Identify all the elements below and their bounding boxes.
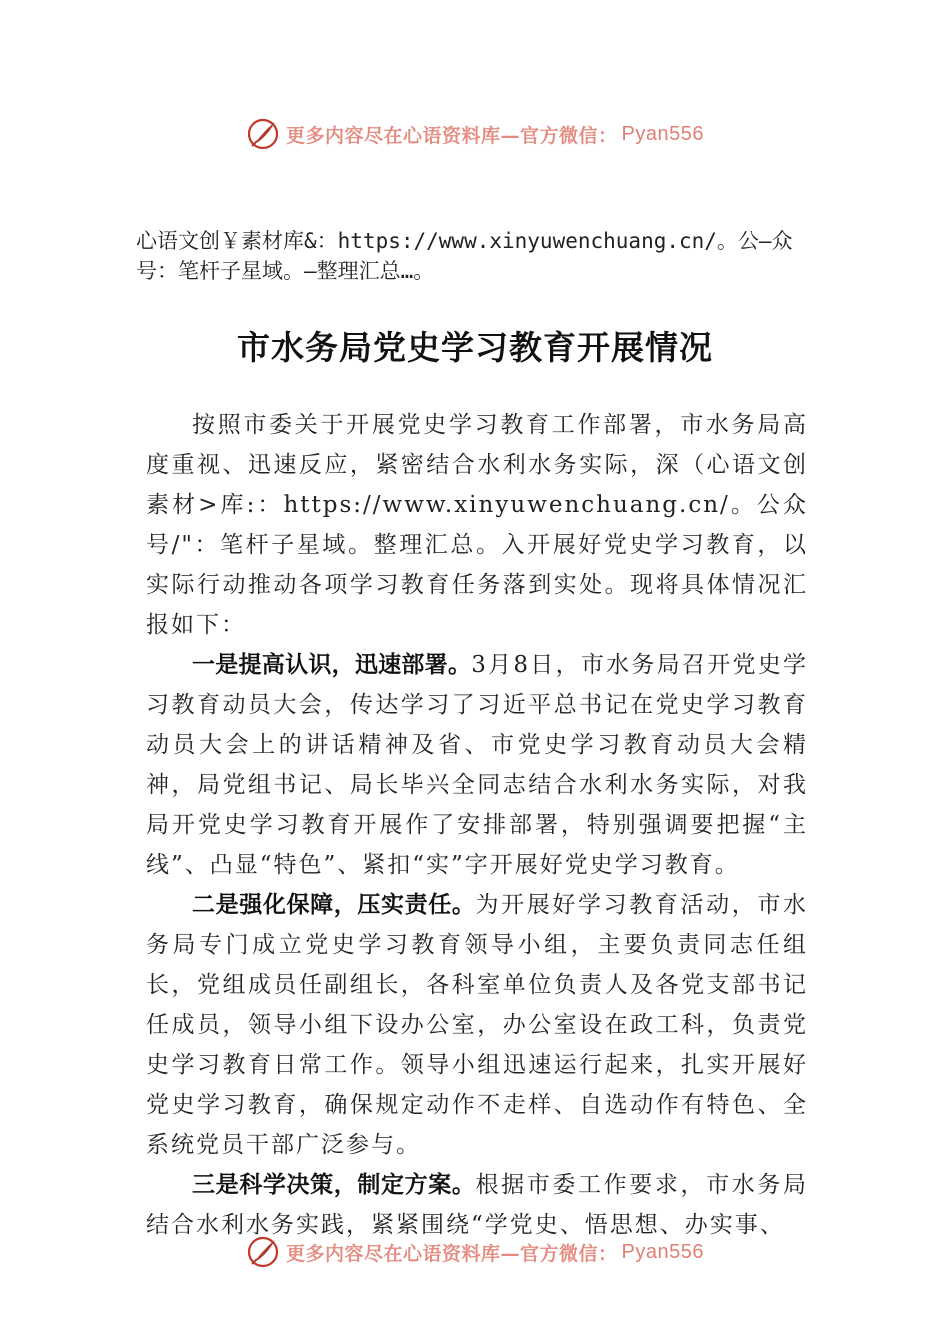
section-paragraph [146,885,808,1165]
document-body [146,405,808,1245]
section-text: 根据市委工作要求，市水务局结合水利水务实践，紧紧围绕“学党史、悟思想、办实事、 [146,1172,808,1238]
intro-paragraph: 按照市委关于开展党史学习教育工作部署，市水务局高度重视、迅速反应，紧密结合水利水务实际，深（心语文创素材>库:：https://www.xinyuwenchuang.cn/。公众号/"：笔杆子星域。整理汇总。入开展好党史学习教育，以实际行动推动各项学习教育任务落到实处。现将具体情况汇报如下： [146,412,808,638]
feather-pen-circle-icon [246,1235,280,1269]
source-note: 心语文创￥素材库&：https://www.xinyuwenchuang.cn/。公—众号：笔杆子星域。—整理汇总…。 [136,229,793,283]
section-paragraph [146,645,808,885]
watermark-text: 更多内容尽在心语资料库—官方微信： [286,1242,618,1265]
document-title: 市水务局党史学习教育开展情况 [237,328,713,367]
feather-pen-circle-icon [246,117,280,151]
section-text: 3月8日，市水务局召开党史学习教育动员大会，传达学习了习近平总书记在党史学习教育动员大会上的讲话精神及省、市党史学习教育动员大会精神，局党组书记、局长毕兴全同志结合水利水务实际，对我局开党史学习教育开展作了安排部署，特别强调要把握“主线”、凸显“特色”、紧扣“实”字开展好党史学习教育。 [146,652,808,878]
section-lead: 二是强化保障，压实责任。 [192,892,476,918]
watermark-banner-bottom [0,1232,950,1272]
wechat-id: Pyan556 [621,122,704,145]
section-lead: 三是科学决策，制定方案。 [192,1172,476,1198]
section-lead: 一是提高认识，迅速部署。 [192,652,472,678]
watermark-text: 更多内容尽在心语资料库—官方微信： [286,124,618,147]
watermark-banner-top [0,114,950,154]
section-text: 为开展好学习教育活动，市水务局专门成立党史学习教育领导小组，主要负责同志任组长，党组成员任副组长，各科室单位负责人及各党支部书记任成员，领导小组下设办公室，办公室设在政工科，负责党史学习教育日常工作。领导小组迅速运行起来，扎实开展好党史学习教育，确保规定动作不走样、自选动作有特色、全系统党员干部广泛参与。 [146,892,808,1158]
wechat-id: Pyan556 [621,1240,704,1263]
